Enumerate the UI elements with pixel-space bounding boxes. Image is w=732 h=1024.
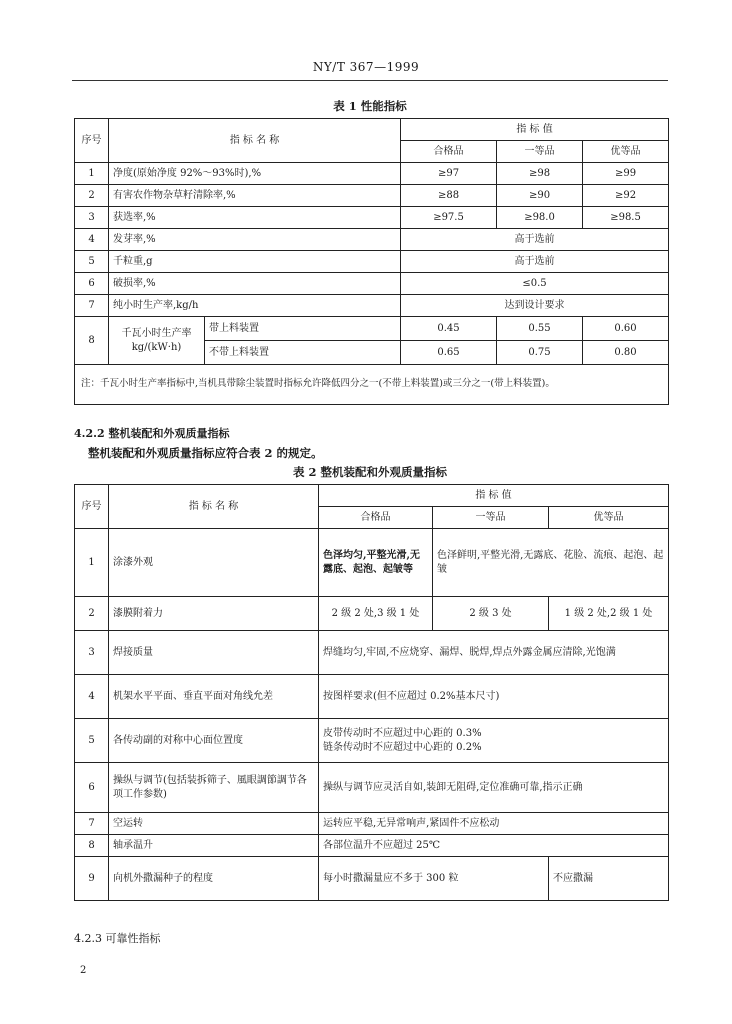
t1-head-seq: 序号 xyxy=(75,119,109,163)
section-4-2-2-text: 整机装配和外观质量指标应符合表 2 的规定。 xyxy=(88,446,323,460)
t1-val: 0.75 xyxy=(497,341,583,365)
t2-row xyxy=(75,529,669,597)
t2-head-seq: 序号 xyxy=(75,485,109,529)
section-4-2-2-title: 4.2.2 整机装配和外观质量指标 xyxy=(74,427,230,440)
t1-row xyxy=(75,295,669,317)
header-rule xyxy=(72,80,668,81)
t2-val-span: 按图样要求(但不应超过 0.2%基本尺寸) xyxy=(319,675,669,719)
t1-name: 千粒重,g xyxy=(109,251,401,273)
t2-val: 1 级 2 处,2 级 1 处 xyxy=(549,597,669,631)
t1-row xyxy=(75,163,669,185)
t2-val-span: 运转应平稳,无异常响声,紧固件不应松动 xyxy=(319,813,669,835)
t2-name: 漆膜附着力 xyxy=(109,597,319,631)
t2-name: 向机外撒漏种子的程度 xyxy=(109,857,319,901)
t2-val-span: 皮带传动时不应超过中心距的 0.3% 链条传动时不应超过中心距的 0.2% xyxy=(319,719,669,763)
t1-val: 0.65 xyxy=(401,341,497,365)
t2-row xyxy=(75,763,669,813)
t2-name: 空运转 xyxy=(109,813,319,835)
t2-val: 色泽鲜明,平整光滑,无露底、花脸、流痕、起泡、起皱 xyxy=(433,529,669,597)
t1-row xyxy=(75,229,669,251)
t1-row xyxy=(75,207,669,229)
t1-name: 破损率,% xyxy=(109,273,401,295)
t2-seq: 7 xyxy=(75,813,109,835)
t1-grade-superior: 优等品 xyxy=(583,141,669,163)
page-header-code: NY/T 367—1999 xyxy=(312,60,420,74)
t1-val-span: 高于选前 xyxy=(401,229,669,251)
t2-name: 机架水平平面、垂直平面对角线允差 xyxy=(109,675,319,719)
t2-row xyxy=(75,675,669,719)
table1-caption: 表 1 性能指标 xyxy=(333,99,407,113)
t2-val-span: 操纵与调节应灵活自如,装卸无阻碍,定位准确可靠,指示正确 xyxy=(319,763,669,813)
t2-grade-first: 一等品 xyxy=(433,507,549,529)
t1-seq: 1 xyxy=(75,163,109,185)
t1-val: 0.55 xyxy=(497,317,583,341)
t1-seq: 7 xyxy=(75,295,109,317)
t1-seq: 8 xyxy=(75,317,109,365)
t2-row xyxy=(75,835,669,857)
t1-seq: 2 xyxy=(75,185,109,207)
t2-row xyxy=(75,631,669,675)
t1-val: ≥98.5 xyxy=(583,207,669,229)
t1-val: ≥92 xyxy=(583,185,669,207)
t1-val: 0.60 xyxy=(583,317,669,341)
t1-val: ≥88 xyxy=(401,185,497,207)
t2-val: 2 级 2 处,3 级 1 处 xyxy=(319,597,433,631)
t1-seq: 3 xyxy=(75,207,109,229)
t2-head-value: 指 标 值 xyxy=(319,485,669,507)
t2-seq: 6 xyxy=(75,763,109,813)
t2-row xyxy=(75,719,669,763)
t2-seq: 5 xyxy=(75,719,109,763)
t2-val-span: 焊缝均匀,牢固,不应烧穿、漏焊、脱焊,焊点外露金属应清除,光饱满 xyxy=(319,631,669,675)
t2-name: 各传动副的对称中心面位置度 xyxy=(109,719,319,763)
page-number: 2 xyxy=(80,965,87,976)
t1-val-span: 达到设计要求 xyxy=(401,295,669,317)
t2-name: 操纵与调节(包括装拆筛子、風眼調節調节各项工作参数) xyxy=(109,763,319,813)
t1-seq: 6 xyxy=(75,273,109,295)
t1-row xyxy=(75,273,669,295)
t2-seq: 1 xyxy=(75,529,109,597)
t2-val: 2 级 3 处 xyxy=(433,597,549,631)
t1-row xyxy=(75,317,669,341)
t1-grade-first: 一等品 xyxy=(497,141,583,163)
t1-head-value: 指 标 值 xyxy=(401,119,669,141)
t1-val: ≥98.0 xyxy=(497,207,583,229)
table2-caption: 表 2 整机装配和外观质量指标 xyxy=(292,465,447,479)
t2-grade-qualified: 合格品 xyxy=(319,507,433,529)
t1-seq: 4 xyxy=(75,229,109,251)
t2-grade-superior: 优等品 xyxy=(549,507,669,529)
t1-name: 净度(原始净度 92%～93%时),% xyxy=(109,163,401,185)
t1-val: ≥97 xyxy=(401,163,497,185)
t1-sub-label: 不带上料装置 xyxy=(205,341,401,365)
t2-name: 轴承温升 xyxy=(109,835,319,857)
t2-seq: 4 xyxy=(75,675,109,719)
t2-row xyxy=(75,597,669,631)
t2-row xyxy=(75,857,669,901)
t1-row xyxy=(75,251,669,273)
t1-name: 获选率,% xyxy=(109,207,401,229)
t1-head-name: 指 标 名 称 xyxy=(109,119,401,163)
t1-name: 发芽率,% xyxy=(109,229,401,251)
t1-note: 注：千瓦小时生产率指标中,当机具带除尘装置时指标允许降低四分之一(不带上料装置)或三分之一(带上料装置)。 xyxy=(75,365,669,405)
t2-seq: 9 xyxy=(75,857,109,901)
t2-name: 涂漆外观 xyxy=(109,529,319,597)
t1-val-span: 高于选前 xyxy=(401,251,669,273)
t2-name: 焊接质量 xyxy=(109,631,319,675)
t1-val: 0.45 xyxy=(401,317,497,341)
t1-val: 0.80 xyxy=(583,341,669,365)
t2-seq: 2 xyxy=(75,597,109,631)
table1-performance xyxy=(74,118,669,405)
t1-name-kwh: 千瓦小时生产率 kg/(kW·h) xyxy=(109,317,205,365)
t1-val: ≥98 xyxy=(497,163,583,185)
t1-val-span: ≤0.5 xyxy=(401,273,669,295)
t1-row xyxy=(75,185,669,207)
t1-val: ≥97.5 xyxy=(401,207,497,229)
t1-seq: 5 xyxy=(75,251,109,273)
t2-seq: 3 xyxy=(75,631,109,675)
t1-name: 有害农作物杂草籽清除率,% xyxy=(109,185,401,207)
t2-val: 每小时撒漏量应不多于 300 粒 xyxy=(319,857,549,901)
t2-val: 色泽均匀,平整光滑,无露底、起泡、起皱等 xyxy=(319,529,433,597)
t2-val: 不应撒漏 xyxy=(549,857,669,901)
t1-val: ≥90 xyxy=(497,185,583,207)
table2-assembly xyxy=(74,484,669,901)
t2-row xyxy=(75,813,669,835)
t1-val: ≥99 xyxy=(583,163,669,185)
section-4-2-3-title: 4.2.3 可靠性指标 xyxy=(74,932,161,945)
t1-grade-qualified: 合格品 xyxy=(401,141,497,163)
t2-val-span: 各部位温升不应超过 25℃ xyxy=(319,835,669,857)
t1-name: 纯小时生产率,kg/h xyxy=(109,295,401,317)
t2-seq: 8 xyxy=(75,835,109,857)
t1-sub-label: 带上料装置 xyxy=(205,317,401,341)
t2-head-name: 指 标 名 称 xyxy=(109,485,319,529)
